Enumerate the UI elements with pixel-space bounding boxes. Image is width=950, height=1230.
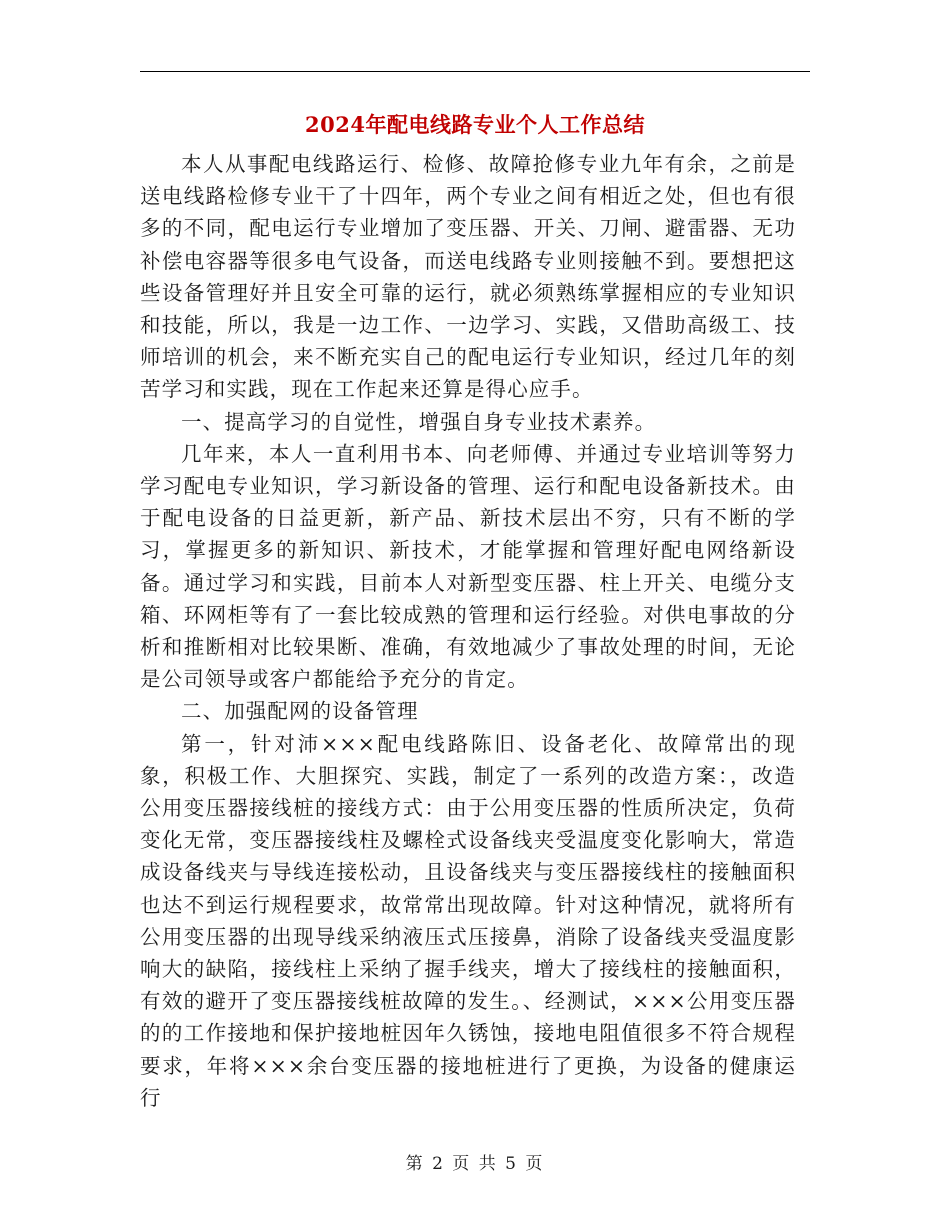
section-heading-1: 一、提高学习的自觉性，增强自身专业技术素养。 [181, 409, 657, 434]
paragraph-section-2: 第一，针对沛×××配电线路陈旧、设备老化、故障常出的现象，积极工作、大胆探究、实践，制定了一系列的改造方案：，改造公用变压器接线桩的接线方式：由于公用变压器的性质所决定，负荷变化无常，变压器接线柱及螺栓式设备线夹受温度变化影响大，常造成设备线夹与导线连接松动，且设备线夹与变压器接线柱的接触面积也达不到运行规程要求，故常常出现故障。针对这种情况，就将所有公用变压器的出现导线采纳液压式压接鼻，消除了设备线夹受温度影响大的缺陷，接线柱上采纳了握手线夹，增大了接线柱的接触面积，有效的避开了变压器接线桩故障的发生。、经测试，×××公用变压器的的工作接地和保护接地桩因年久锈蚀，接地电阻值很多不符合规程要求，年将×××余台变压器的接地桩进行了更换，为设备的健康运行 [140, 731, 796, 1110]
paragraph-intro: 本人从事配电线路运行、检修、故障抢修专业九年有余，之前是送电线路检修专业干了十四年，两个专业之间有相近之处，但也有很多的不同，配电运行专业增加了变压器、开关、刀闸、避雷器、无功补偿电容器等很多电气设备，而送电线路专业则接触不到。要想把这些设备管理好并且安全可靠的运行，就必须熟练掌握相应的专业知识和技能，所以，我是一边工作、一边学习、实践，又借助高级工、技师培训的机会，来不断充实自己的配电运行专业知识，经过几年的刻苦学习和实践，现在工作起来还算是得心应手。 [140, 152, 796, 402]
page-number-footer: 第 2 页 共 5 页 [405, 1154, 545, 1174]
section-heading-2: 二、加强配网的设备管理 [181, 699, 419, 724]
paragraph-section-1: 几年来，本人一直利用书本、向老师傅、并通过专业培训等努力学习配电专业知识，学习新设备的管理、运行和配电设备新技术。由于配电设备的日益更新，新产品、新技术层出不穷，只有不断的学习，掌握更多的新知识、新技术，才能掌握和管理好配电网络新设备。通过学习和实践，目前本人对新型变压器、柱上开关、电缆分支箱、环网柜等有了一套比较成熟的管理和运行经验。对供电事故的分析和推断相对比较果断、准确，有效地减少了事故处理的时间，无论是公司领导或客户都能给予充分的肯定。 [140, 441, 796, 692]
document-body [140, 148, 796, 1114]
document-title: 2024年配电线路专业个人工作总结 [305, 112, 645, 137]
header-rule [140, 71, 810, 72]
